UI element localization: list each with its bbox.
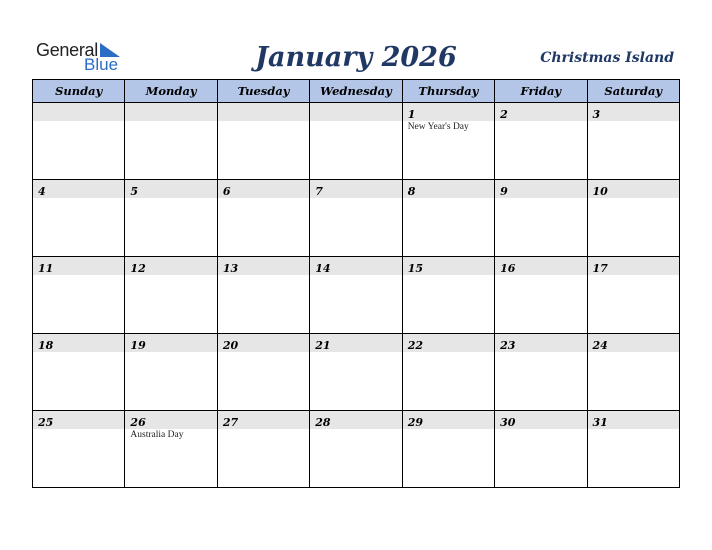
day-number-bar <box>403 257 494 275</box>
day-number-bar <box>588 103 679 121</box>
day-number-bar <box>218 180 309 198</box>
day-cell <box>33 411 125 488</box>
holiday-label <box>218 198 309 199</box>
day-number-bar <box>495 334 586 352</box>
holiday-label <box>125 198 216 199</box>
day-number-bar <box>33 180 124 198</box>
day-number-bar <box>218 411 309 429</box>
holiday-label <box>495 352 586 353</box>
day-number-bar <box>403 411 494 429</box>
holiday-label <box>403 429 494 430</box>
day-number-bar <box>33 334 124 352</box>
holiday-label <box>403 198 494 199</box>
day-number: 3 <box>592 108 601 121</box>
day-cell <box>587 180 679 257</box>
day-number: 8 <box>407 185 416 198</box>
week-row <box>33 257 680 334</box>
holiday-label <box>125 121 216 122</box>
day-cell <box>402 411 494 488</box>
day-number-bar <box>218 334 309 352</box>
day-number-bar <box>495 103 586 121</box>
holiday-label <box>588 121 679 122</box>
logo-text-blue: Blue <box>84 55 119 74</box>
day-number: 29 <box>407 416 423 429</box>
day-number: 12 <box>130 262 146 275</box>
day-cell <box>125 180 217 257</box>
holiday-label <box>218 121 309 122</box>
day-number-bar <box>218 257 309 275</box>
day-number: 19 <box>130 339 146 352</box>
holiday-label <box>33 198 124 199</box>
day-number: 11 <box>38 262 54 275</box>
holiday-label <box>495 429 586 430</box>
weekday-header: Tuesday <box>217 80 309 103</box>
day-cell <box>495 411 587 488</box>
day-number-bar <box>588 334 679 352</box>
day-cell <box>217 180 309 257</box>
weekday-header: Friday <box>495 80 587 103</box>
day-cell <box>587 257 679 334</box>
day-number-bar <box>495 411 586 429</box>
day-number: 16 <box>500 262 516 275</box>
day-number-bar <box>403 334 494 352</box>
day-number-bar <box>218 103 309 121</box>
day-number: 22 <box>407 339 423 352</box>
day-number: 30 <box>500 416 516 429</box>
week-row <box>33 103 680 180</box>
day-cell <box>587 411 679 488</box>
logo-text-general: General <box>36 40 98 60</box>
week-row <box>33 411 680 488</box>
holiday-label <box>588 198 679 199</box>
day-cell <box>402 334 494 411</box>
day-number-bar <box>310 103 401 121</box>
day-cell <box>125 103 217 180</box>
day-number-bar <box>495 257 586 275</box>
day-number: 15 <box>407 262 423 275</box>
day-number: 18 <box>38 339 54 352</box>
holiday-label <box>403 275 494 276</box>
day-cell <box>125 411 217 488</box>
day-cell <box>587 103 679 180</box>
generalblue-logo <box>36 40 128 74</box>
day-cell <box>310 180 402 257</box>
day-number: 6 <box>222 185 231 198</box>
day-cell <box>217 334 309 411</box>
holiday-label <box>588 275 679 276</box>
holiday-label <box>218 275 309 276</box>
day-number: 31 <box>592 416 608 429</box>
holiday-label <box>310 429 401 430</box>
day-number: 14 <box>315 262 331 275</box>
weekday-header: Sunday <box>33 80 125 103</box>
day-number: 7 <box>315 185 323 198</box>
day-number-bar <box>403 103 494 121</box>
day-cell <box>33 180 125 257</box>
day-number: 20 <box>222 339 239 352</box>
day-number: 25 <box>38 416 54 429</box>
holiday-label <box>588 352 679 353</box>
holiday-label <box>33 429 124 430</box>
holiday-label <box>125 275 216 276</box>
day-number: 4 <box>38 185 46 198</box>
day-number: 21 <box>315 339 331 352</box>
day-number-bar <box>125 103 216 121</box>
holiday-label <box>403 352 494 353</box>
day-cell <box>125 334 217 411</box>
day-number: 27 <box>222 416 239 429</box>
holiday-label <box>310 198 401 199</box>
day-number-bar <box>310 411 401 429</box>
day-number-bar <box>588 257 679 275</box>
day-cell <box>310 411 402 488</box>
day-number: 28 <box>315 416 331 429</box>
day-cell <box>495 180 587 257</box>
day-number: 26 <box>130 416 146 429</box>
weekday-header: Thursday <box>402 80 494 103</box>
day-number-bar <box>588 180 679 198</box>
holiday-label <box>310 275 401 276</box>
day-cell <box>217 103 309 180</box>
holiday-label <box>495 198 586 199</box>
holiday-label: New Year's Day <box>407 122 469 132</box>
day-number-bar <box>310 257 401 275</box>
holiday-label <box>125 352 216 353</box>
day-cell <box>587 334 679 411</box>
day-cell <box>495 103 587 180</box>
day-cell <box>33 334 125 411</box>
day-cell <box>33 257 125 334</box>
day-cell <box>310 334 402 411</box>
day-number-bar <box>33 103 124 121</box>
day-cell <box>217 411 309 488</box>
weekday-header-row <box>33 80 680 103</box>
calendar-title: January 2026 <box>255 42 457 73</box>
day-number-bar <box>125 180 216 198</box>
day-number: 9 <box>500 185 508 198</box>
holiday-label <box>33 275 124 276</box>
day-cell <box>402 257 494 334</box>
holiday-label <box>310 352 401 353</box>
day-number-bar <box>495 180 586 198</box>
day-number: 1 <box>407 108 416 121</box>
holiday-label <box>310 121 401 122</box>
day-number: 17 <box>592 262 608 275</box>
day-cell <box>495 334 587 411</box>
holiday-label <box>495 121 586 122</box>
day-number: 13 <box>222 262 239 275</box>
day-number-bar <box>125 334 216 352</box>
day-cell <box>125 257 217 334</box>
calendar-grid <box>32 79 680 488</box>
day-number-bar <box>588 411 679 429</box>
day-number-bar <box>125 257 216 275</box>
day-cell <box>310 257 402 334</box>
weekday-header: Saturday <box>587 80 679 103</box>
day-cell <box>402 103 494 180</box>
region-name: Christmas Island <box>540 50 674 66</box>
holiday-label <box>218 352 309 353</box>
holiday-label <box>495 275 586 276</box>
day-cell <box>495 257 587 334</box>
holiday-label <box>33 352 124 353</box>
day-number: 10 <box>592 185 608 198</box>
day-cell <box>310 103 402 180</box>
weekday-header: Wednesday <box>310 80 402 103</box>
week-row <box>33 180 680 257</box>
day-number-bar <box>310 180 401 198</box>
day-number: 24 <box>592 339 608 352</box>
day-number-bar <box>33 257 124 275</box>
day-cell <box>402 180 494 257</box>
day-number-bar <box>310 334 401 352</box>
day-number: 2 <box>500 108 508 121</box>
day-number-bar <box>125 411 216 429</box>
week-row <box>33 334 680 411</box>
weekday-header: Monday <box>125 80 217 103</box>
day-number-bar <box>403 180 494 198</box>
holiday-label <box>33 121 124 122</box>
day-cell <box>33 103 125 180</box>
day-number-bar <box>33 411 124 429</box>
holiday-label <box>218 429 309 430</box>
holiday-label: Australia Day <box>130 430 184 440</box>
day-cell <box>217 257 309 334</box>
day-number: 5 <box>130 185 139 198</box>
day-number: 23 <box>500 339 516 352</box>
holiday-label <box>588 429 679 430</box>
